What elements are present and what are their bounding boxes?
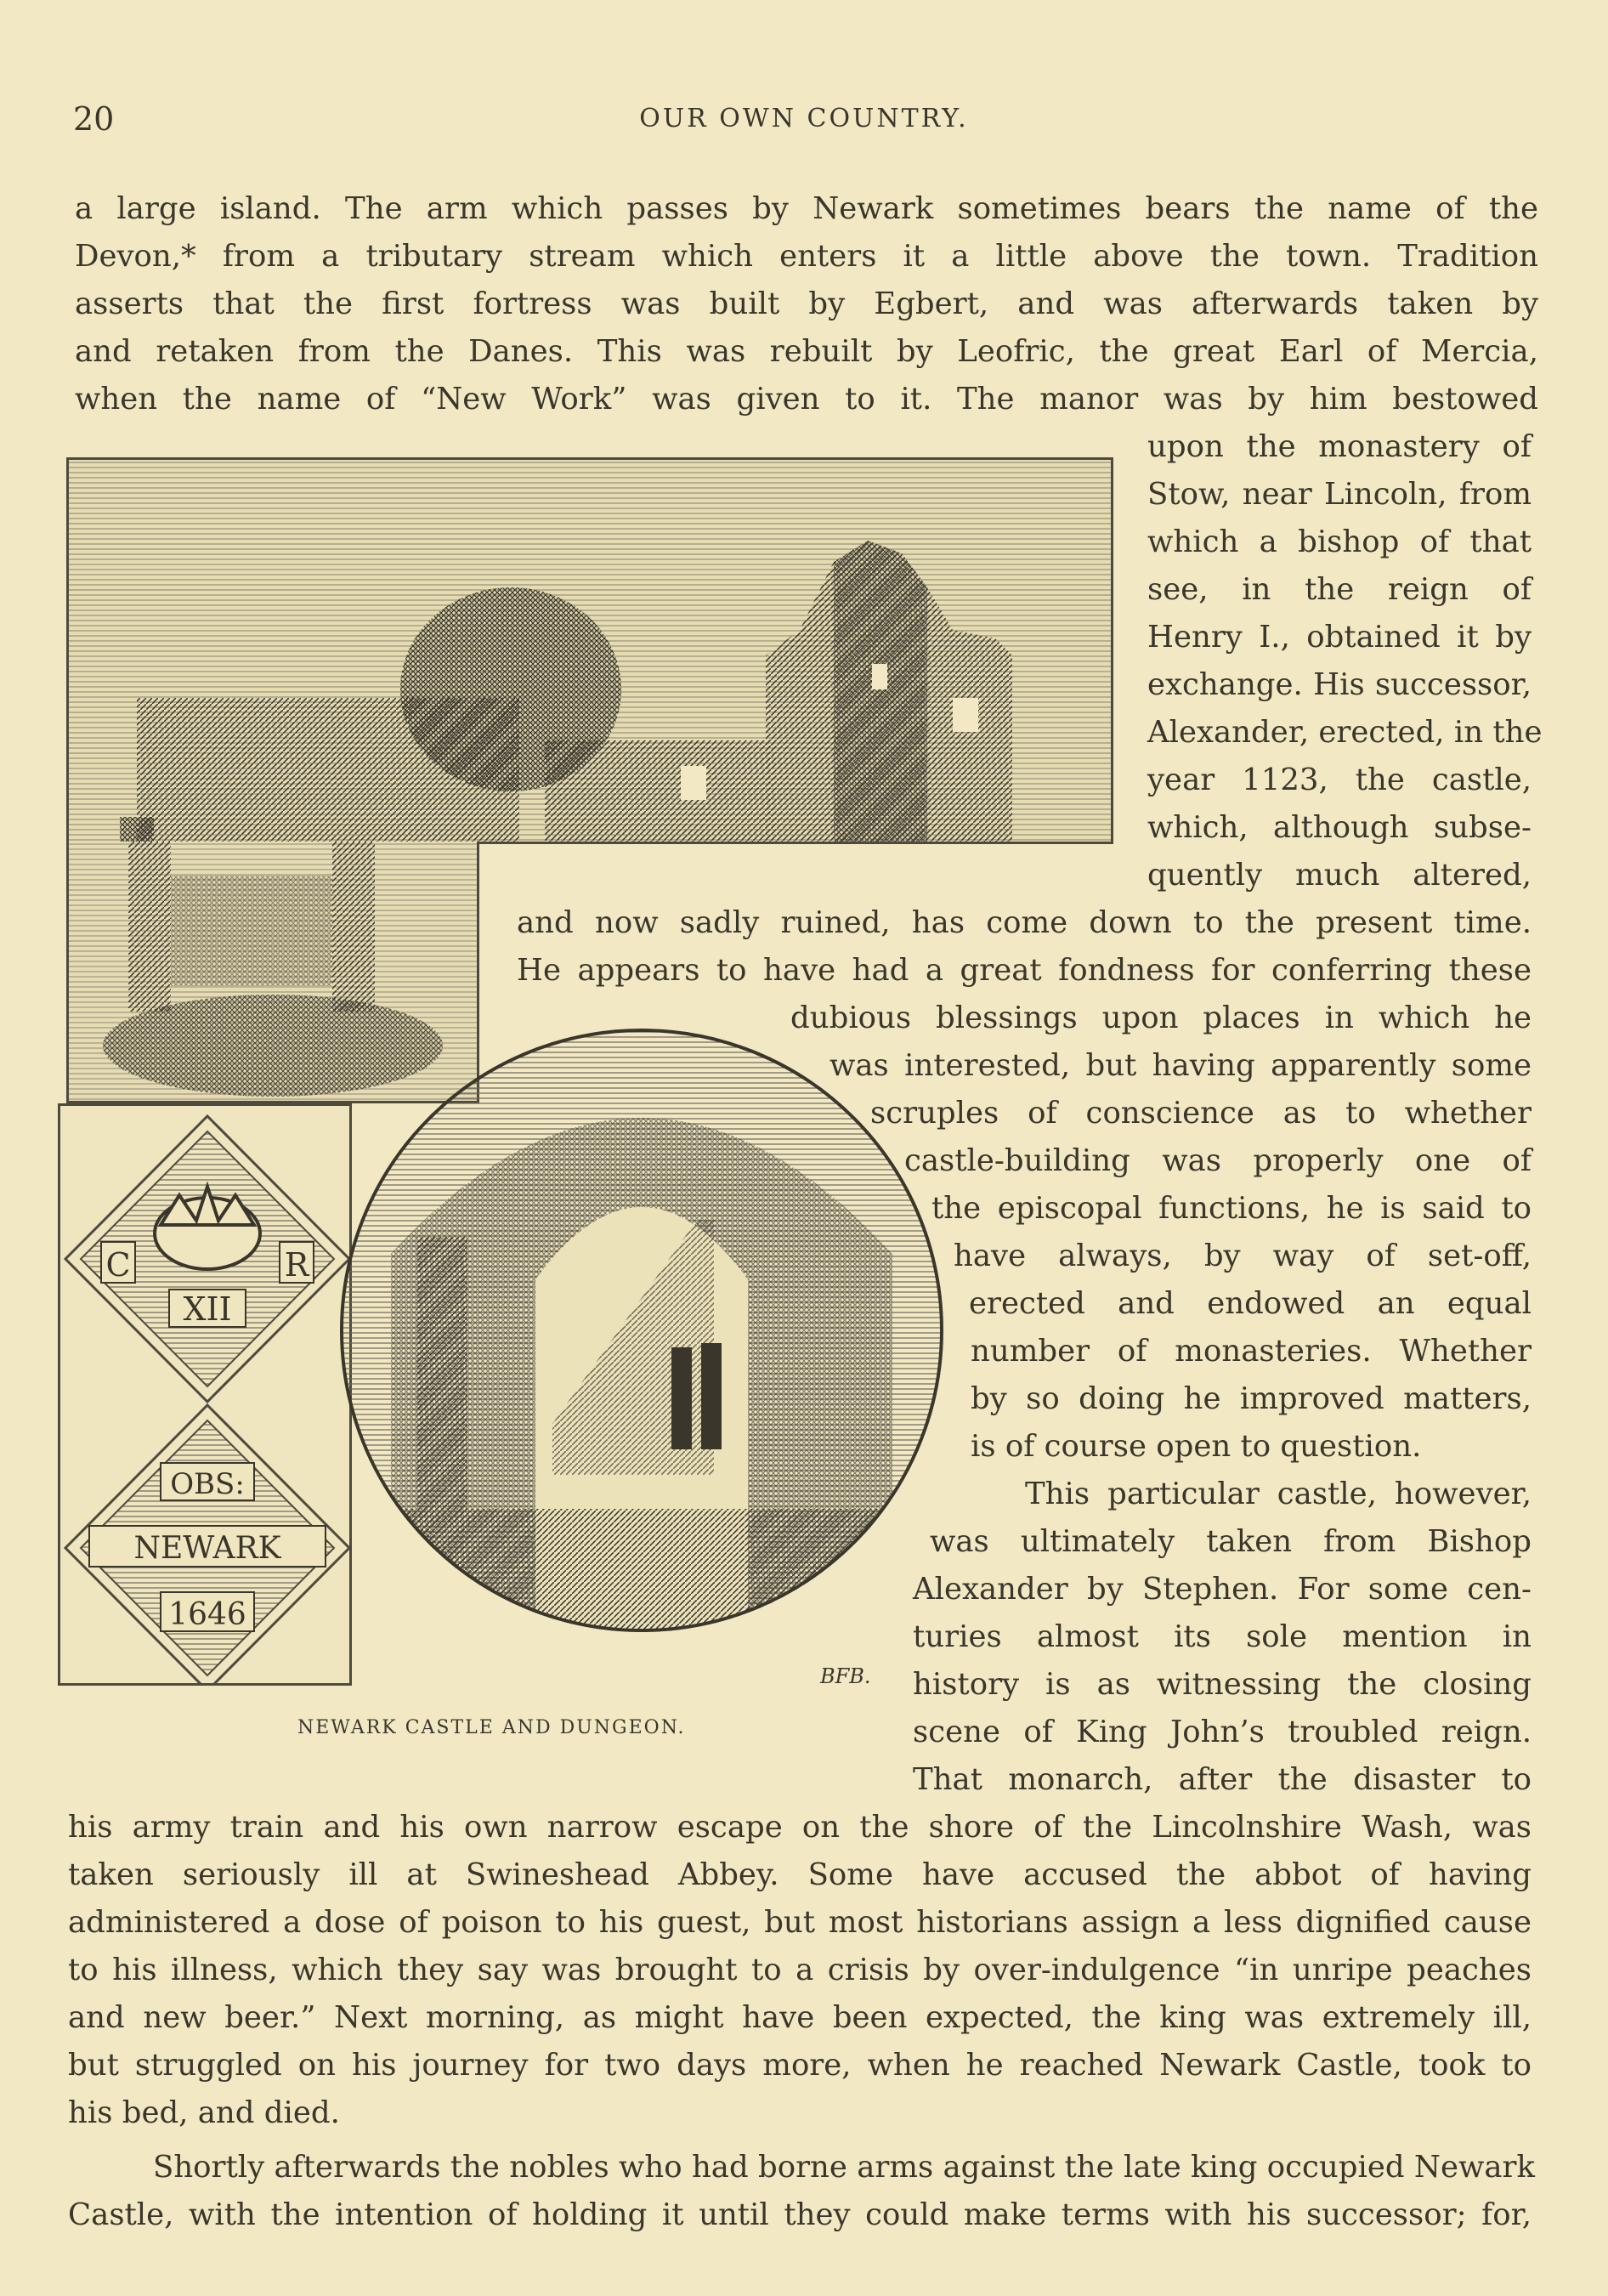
text-line: erected and endowed an equal (969, 1286, 1532, 1321)
text-line: was interested, but having apparently some (829, 1048, 1532, 1083)
text-line: to his illness, which they say was brought to a crisis by over-indulgence “in unripe peaches (68, 1953, 1532, 1987)
text-line: and retaken from the Danes. This was rebuilt by Leofric, the great Earl of Mercia, (75, 334, 1538, 369)
text-line: This particular castle, however, (1025, 1477, 1532, 1511)
coins-panel (58, 1103, 352, 1686)
castle-illustration (69, 460, 1113, 844)
page-number: 20 (73, 100, 115, 138)
text-line: Devon,* from a tributary stream which enters it a little above the town. Tradition (75, 239, 1538, 274)
text-line: Shortly afterwards the nobles who had borne arms against the late king occupied Newark (153, 2150, 1535, 2185)
text-line: Alexander, erected, in the (1147, 715, 1543, 750)
text-line: history is as witnessing the closing (913, 1667, 1532, 1702)
siege-coin-one (65, 1116, 349, 1402)
text-line: his bed, and died. (68, 2095, 340, 2130)
text-line: which, although subse- (1147, 810, 1532, 845)
text-line: which a bishop of that (1147, 524, 1532, 559)
text-line: administered a dose of poison to his guest, but most historians assign a less dignified cause (68, 1905, 1532, 1940)
text-line: was ultimately taken from Bishop (930, 1524, 1532, 1559)
text-line: That monarch, after the disaster to (913, 1762, 1532, 1797)
text-line: dubious blessings upon places in which he (790, 1001, 1532, 1035)
siege-coin-two (65, 1405, 349, 1686)
artist-signature: BFB. (820, 1664, 871, 1688)
coin-two-line2: NEWARK (133, 1531, 281, 1566)
text-line: see, in the reign of (1147, 572, 1532, 607)
text-line: and new beer.” Next morning, as might have been expected, the king was extremely ill, (68, 2000, 1532, 2035)
text-line: taken seriously ill at Swineshead Abbey. Some have accused the abbot of having (68, 1857, 1532, 1892)
text-line: the episcopal functions, he is said to (931, 1191, 1532, 1226)
text-line: exchange. His successor, (1147, 667, 1532, 702)
coin-two-line1: OBS: (170, 1467, 245, 1501)
dungeon-engraving (340, 999, 943, 1662)
text-line: but struggled on his journey for two days more, when he reached Newark Castle, took to (68, 2048, 1532, 2083)
text-line: a large island. The arm which passes by Newark sometimes bears the name of the (75, 191, 1538, 226)
text-line: have always, by way of set-off, (954, 1239, 1532, 1273)
text-line: year 1123, the castle, (1147, 762, 1532, 797)
running-title: OUR OWN COUNTRY. (639, 104, 969, 133)
text-line: Stow, near Lincoln, from (1147, 477, 1532, 512)
text-line: number of monasteries. Whether (971, 1334, 1532, 1369)
text-line: He appears to have had a great fondness for conferring these (517, 953, 1532, 988)
text-line: scene of King John’s troubled reign. (913, 1715, 1532, 1749)
text-line: Henry I., obtained it by (1147, 620, 1532, 655)
castle-engraving (66, 457, 1113, 844)
text-line: is of course open to question. (971, 1429, 1422, 1464)
text-line: scruples of conscience as to whether (870, 1096, 1532, 1131)
coin-one-left-letter: C (105, 1246, 131, 1284)
dungeon-illustration (340, 999, 943, 1662)
coin-two-line3: 1646 (168, 1597, 246, 1632)
text-line: asserts that the first fortress was built by Egbert, and was afterwards taken by (75, 286, 1538, 321)
text-line: by so doing he improved matters, (971, 1381, 1532, 1416)
figure-caption: NEWARK CASTLE AND DUNGEON. (297, 1717, 686, 1738)
text-line: Castle, with the intention of holding it until they could make terms with his successor; for, (68, 2197, 1532, 2232)
text-line: when the name of “New Work” was given to it. The manor was by him bestowed (75, 382, 1538, 417)
text-line: his army train and his own narrow escape on the shore of the Lincolnshire Wash, was (68, 1810, 1532, 1845)
text-line: turies almost its sole mention in (913, 1619, 1532, 1654)
text-line: Alexander by Stephen. For some cen- (913, 1572, 1532, 1607)
text-line: and now sadly ruined, has come down to the present time. (517, 905, 1532, 940)
page-header (0, 100, 1608, 151)
text-line: quently much altered, (1147, 858, 1532, 893)
text-line: castle-building was properly one of (904, 1143, 1532, 1178)
coin-one-right-letter: R (284, 1246, 309, 1284)
coin-one-value: XII (183, 1290, 232, 1328)
coins-illustration (60, 1106, 352, 1686)
text-line: upon the monastery of (1147, 429, 1532, 464)
